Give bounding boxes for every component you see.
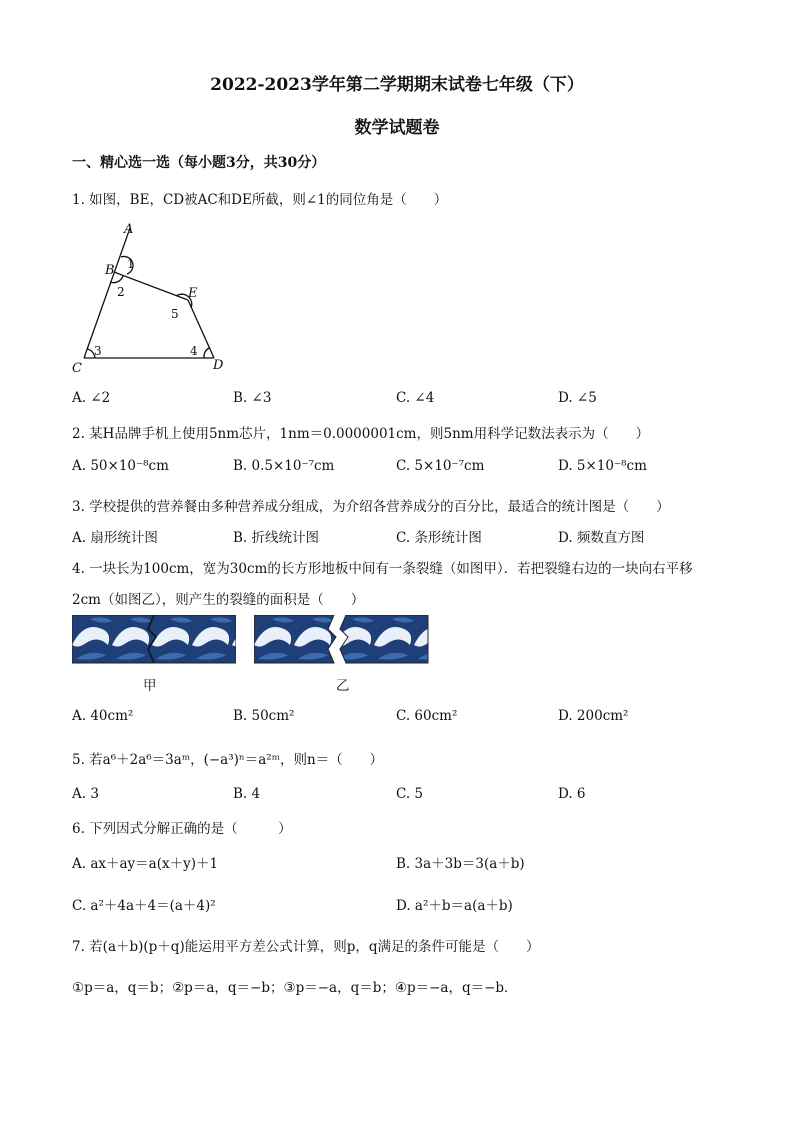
figure-jia-tile	[72, 615, 236, 665]
section-heading: 一、精心选一选（每小题3分，共30分）	[72, 155, 326, 171]
q6-option-c: C. a²＋4a＋4＝(a＋4)²	[72, 898, 216, 914]
q3-option-d: D. 频数直方图	[558, 530, 645, 546]
question-3-text: 3. 学校提供的营养餐由多种营养成分组成，为介绍各营养成分的百分比，最适合的统计图是（ ）	[72, 499, 670, 515]
q1-option-a: A. ∠2	[72, 390, 111, 406]
q3-option-c: C. 条形统计图	[396, 530, 482, 546]
q6-option-d: D. a²＋b＝a(a＋b)	[396, 898, 513, 914]
q4-option-c: C. 60cm²	[396, 708, 458, 724]
question-4-text-line2: 2cm（如图乙），则产生的裂缝的面积是（ ）	[72, 592, 365, 608]
q1-option-d: D. ∠5	[558, 390, 597, 406]
label-angle-1: 1	[127, 257, 135, 271]
label-angle-3: 3	[94, 344, 102, 358]
q2-option-a: A. 50×10⁻⁸cm	[72, 458, 169, 474]
figure-yi-label: 乙	[336, 678, 350, 694]
q6-option-b: B. 3a＋3b＝3(a＋b)	[396, 856, 525, 872]
label-a: A	[124, 222, 134, 237]
label-angle-5: 5	[171, 307, 179, 321]
angle-arc-4	[204, 348, 209, 358]
question-4-text: 4. 一块长为100cm，宽为30cm的长方形地板中间有一条裂缝（如图甲）．若把裂缝右边的一块向右平移	[72, 561, 693, 577]
q4-option-b: B. 50cm²	[233, 708, 295, 724]
q3-option-a: A. 扇形统计图	[72, 530, 158, 546]
q4-option-d: D. 200cm²	[558, 708, 629, 724]
q1-option-b: B. ∠3	[233, 390, 272, 406]
question-1-text: 1. 如图，BE，CD被AC和DE所截，则∠1的同位角是（ ）	[72, 192, 448, 208]
label-angle-2: 2	[117, 285, 125, 299]
question-1-figure	[70, 222, 240, 382]
label-b: B	[105, 263, 115, 278]
question-7-text: 7. 若(a＋b)(p＋q)能运用平方差公式计算，则p，q满足的条件可能是（ ）	[72, 939, 540, 955]
q1-option-c: C. ∠4	[396, 390, 435, 406]
q5-option-d: D. 6	[558, 786, 586, 802]
page-title: 2022-2023学年第二学期期末试卷七年级（下）	[210, 75, 584, 95]
label-d: D	[213, 358, 224, 373]
figure-yi-tile	[254, 615, 430, 665]
tile-yi-left	[254, 615, 336, 663]
page-subtitle: 数学试题卷	[354, 118, 440, 138]
q6-option-a: A. ax＋ay＝a(x＋y)＋1	[72, 856, 219, 872]
q5-option-a: A. 3	[72, 786, 99, 802]
q5-option-c: C. 5	[396, 786, 424, 802]
q4-option-a: A. 40cm²	[72, 708, 134, 724]
figure-jia-label: 甲	[143, 678, 157, 694]
q2-option-b: B. 0.5×10⁻⁷cm	[233, 458, 335, 474]
question-7-conditions: ①p＝a，q＝b；②p＝a，q＝−b；③p＝−a，q＝b；④p＝−a，q＝−b．	[72, 980, 518, 996]
q3-option-b: B. 折线统计图	[233, 530, 320, 546]
question-5-text: 5. 若a⁶＋2a⁶＝3aᵐ，(−a³)ⁿ＝a²ᵐ，则n＝（ ）	[72, 752, 384, 768]
tile-yi-right	[340, 615, 428, 663]
question-2-text: 2. 某H品牌手机上使用5nm芯片，1nm＝0.0000001cm，则5nm用科学记数法表示为（ ）	[72, 426, 650, 442]
q5-option-b: B. 4	[233, 786, 261, 802]
question-6-text: 6. 下列因式分解正确的是（ ）	[72, 821, 292, 837]
label-angle-4: 4	[190, 344, 198, 358]
label-c: C	[72, 361, 82, 376]
label-e: E	[188, 286, 198, 301]
q2-option-d: D. 5×10⁻⁸cm	[558, 458, 647, 474]
q2-option-c: C. 5×10⁻⁷cm	[396, 458, 485, 474]
